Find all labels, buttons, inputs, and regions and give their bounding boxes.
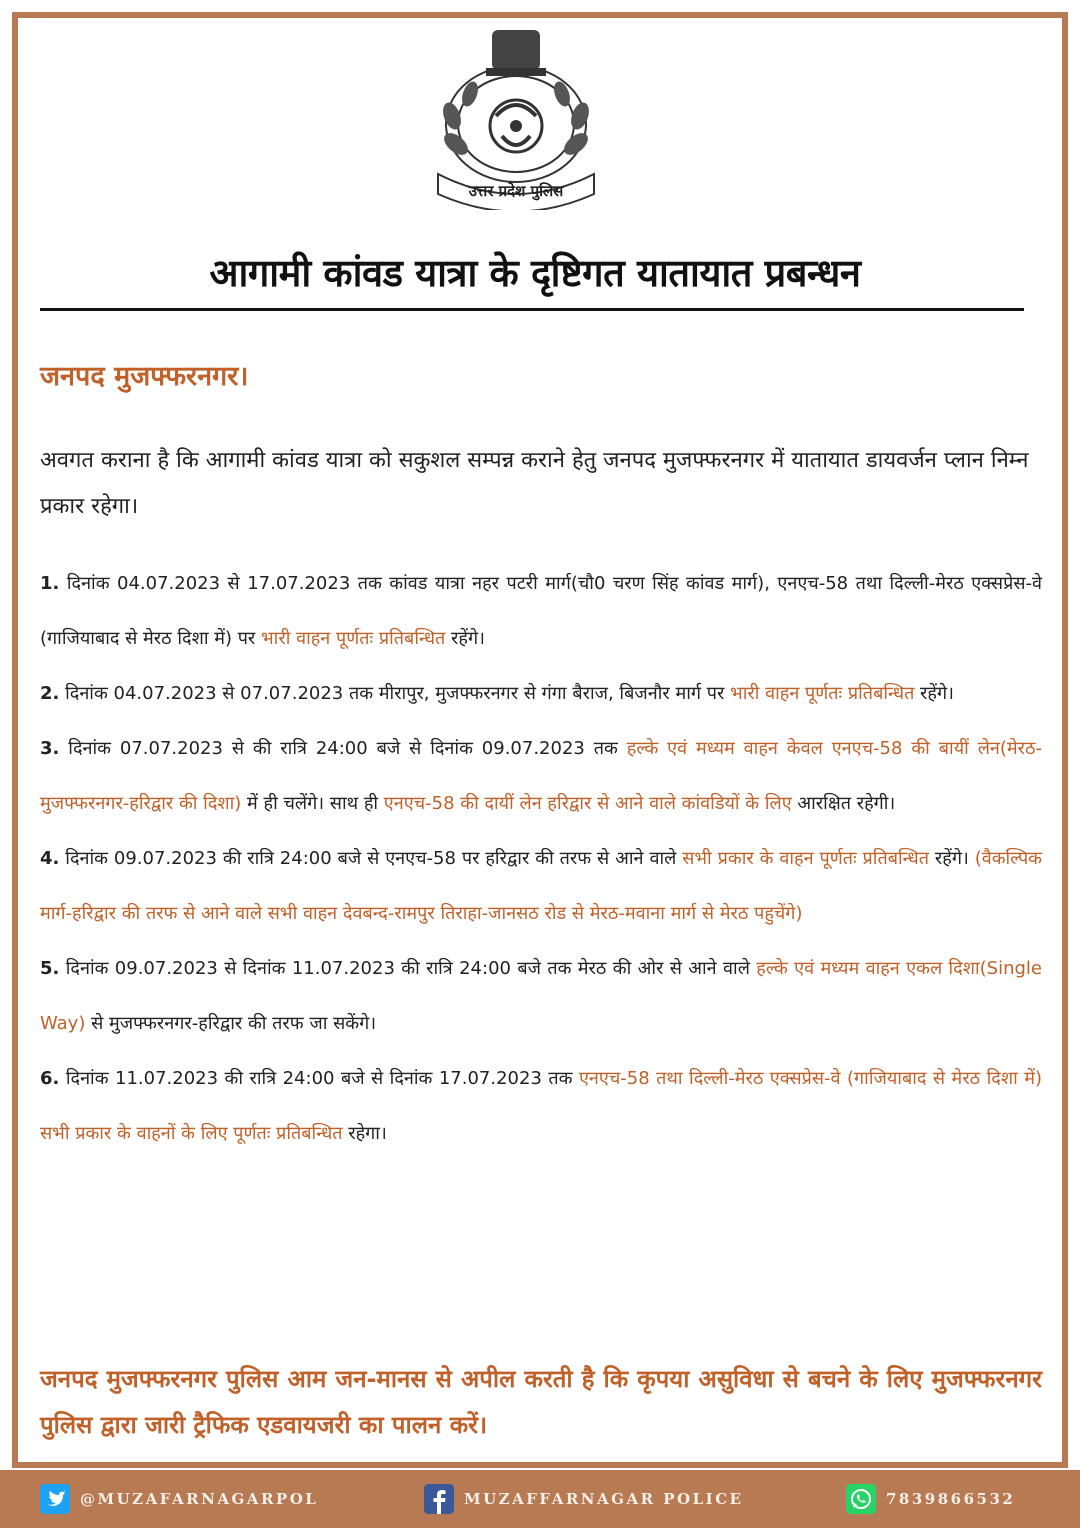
public-appeal: जनपद मुजफ्फरनगर पुलिस आम जन-मानस से अपील करती है कि कृपया असुविधा से बचने के लिए मुजफ्फरनगर पुलिस द्वारा जारी ट्रैफिक एडवायजरी का पालन करें। — [40, 1365, 1042, 1439]
list-item: 4. दिनांक 09.07.2023 की रात्रि 24:00 बजे से एनएच-58 पर हरिद्वार की तरफ से आने वाले सभी प्रकार के वाहन पूर्णतः प्रतिबन्धित रहेंगे। (वैकल्पिक मार्ग-हरिद्वार की तरफ से आने वाले सभी वाहन देवबन्द-रामपुर तिराहा-जानसठ रोड से मेरठ-मवाना मार्ग से मेरठ पहुचेंगे) — [40, 848, 1042, 924]
emblem-text: उत्तर प्रदेश पुलिस — [468, 182, 564, 200]
social-footer — [0, 1470, 1080, 1528]
twitter-handle: @MUZAFARNAGARPOL — [80, 1490, 319, 1508]
uttar-pradesh-police-emblem-icon — [430, 24, 602, 210]
twitter-link[interactable] — [40, 1484, 318, 1514]
facebook-page-name: MUZAFFARNAGAR POLICE — [464, 1490, 744, 1508]
facebook-icon — [424, 1484, 454, 1514]
district-heading: जनपद मुजफ्फरनगर। — [40, 361, 249, 392]
list-item: 1. दिनांक 04.07.2023 से 17.07.2023 तक कांवड यात्रा नहर पटरी मार्ग(चौ0 चरण सिंह कांवड मार्ग), एनएच-58 तथा दिल्ली-मेरठ एक्सप्रेस-वे (गाजियाबाद से मेरठ दिशा में) पर भारी वाहन पूर्णतः प्रतिबन्धित रहेंगे। — [40, 573, 1042, 649]
title-underline — [40, 308, 1024, 311]
list-item: 2. दिनांक 04.07.2023 से 07.07.2023 तक मीरापुर, मुजफ्फरनगर से गंगा बैराज, बिजनौर मार्ग पर भारी वाहन पूर्णतः प्रतिबन्धित रहेंगे। — [40, 683, 954, 704]
intro-paragraph: अवगत कराना है कि आगामी कांवड यात्रा को सकुशल सम्पन्न कराने हेतु जनपद मुजफ्फरनगर में यातायात डायवर्जन प्लान निम्न प्रकार रहेगा। — [40, 448, 1029, 519]
whatsapp-icon — [846, 1484, 876, 1514]
diversion-points-list — [40, 556, 1042, 1161]
page-title: आगामी कांवड यात्रा के दृष्टिगत यातायात प्रबन्धन — [209, 251, 861, 295]
facebook-link[interactable] — [424, 1484, 744, 1514]
list-item: 6. दिनांक 11.07.2023 की रात्रि 24:00 बजे से दिनांक 17.07.2023 तक एनएच-58 तथा दिल्ली-मेरठ एक्सप्रेस-वे (गाजियाबाद से मेरठ दिशा में) सभी प्रकार के वाहनों के लिए पूर्णतः प्रतिबन्धित रहेगा। — [40, 1068, 1042, 1144]
list-item: 5. दिनांक 09.07.2023 से दिनांक 11.07.2023 की रात्रि 24:00 बजे तक मेरठ की ओर से आने वाले हल्के एवं मध्यम वाहन एकल दिशा(Single Way) से मुजफ्फरनगर-हरिद्वार की तरफ जा सकेंगे। — [40, 958, 1042, 1034]
whatsapp-link[interactable] — [846, 1484, 1015, 1514]
list-item: 3. दिनांक 07.07.2023 से की रात्रि 24:00 बजे से दिनांक 09.07.2023 तक हल्के एवं मध्यम वाहन केवल एनएच-58 की बायीं लेन(मेरठ-मुजफ्फरनगर-हरिद्वार की दिशा) में ही चलेंगे। साथ ही एनएच-58 की दायीं लेन हरिद्वार से आने वाले कांवडियों के लिए आरक्षित रहेगी। — [40, 738, 1042, 814]
whatsapp-number: 7839866532 — [886, 1490, 1016, 1508]
twitter-icon — [40, 1484, 70, 1514]
